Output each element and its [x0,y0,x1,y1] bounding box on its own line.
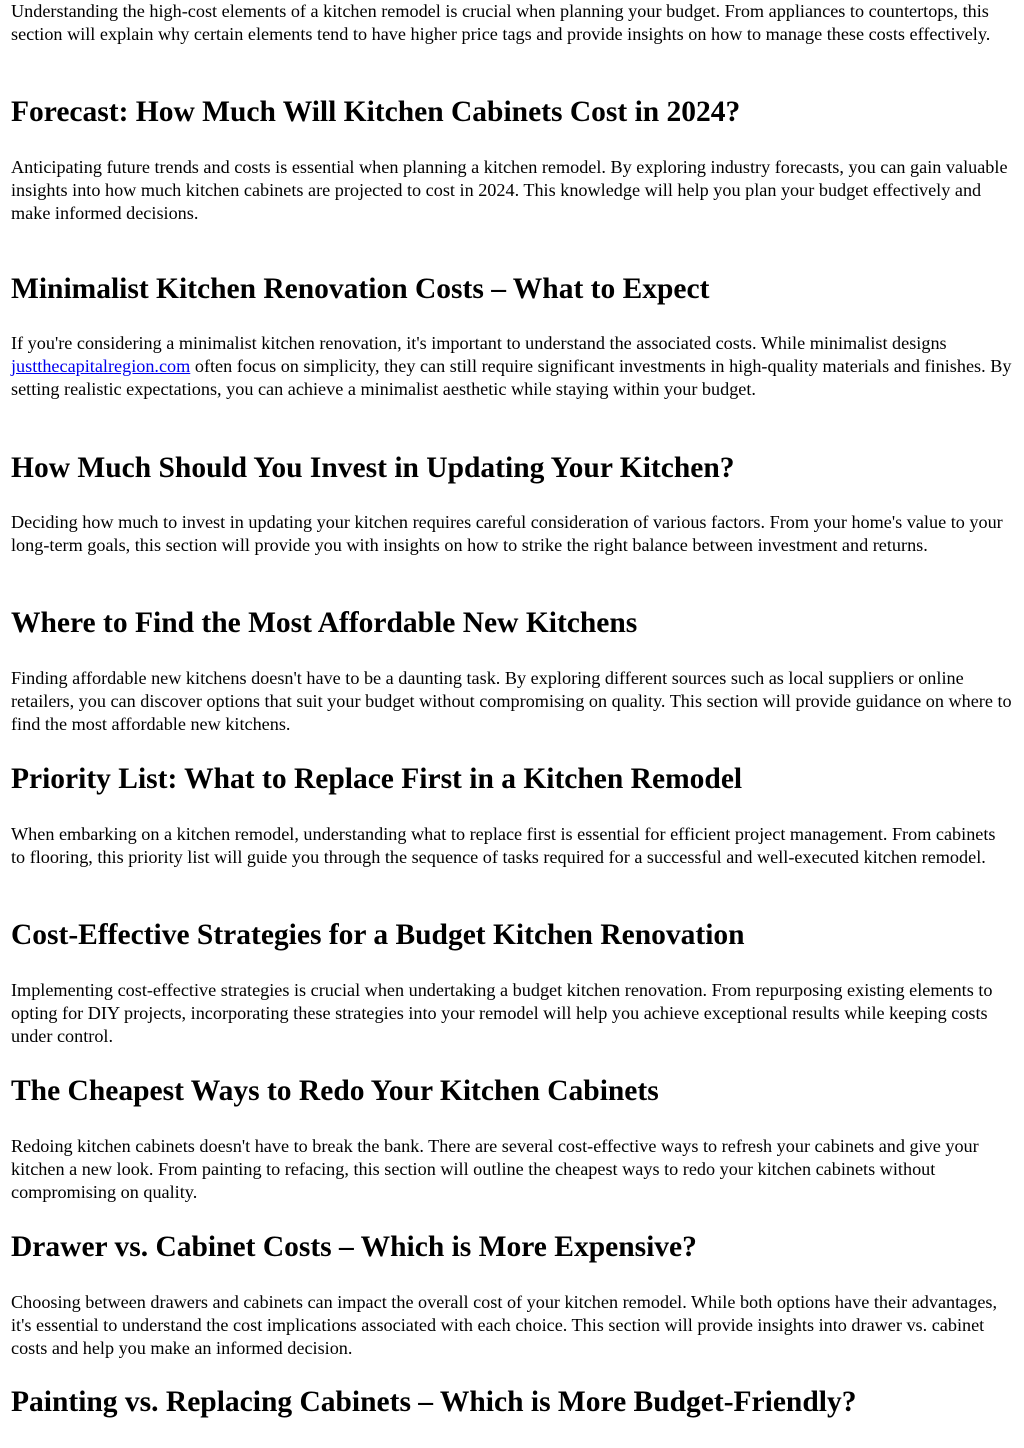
heading-painting-vs-replacing: Painting vs. Replacing Cabinets – Which is More Budget-Friendly? [11,1386,857,1418]
paragraph-cabinet-cost-forecast: Anticipating future trends and costs is essential when planning a kitchen remodel. By exploring industry forecasts, you can gain valuable insights into how much kitchen cabinets are projected to cost in 2024. This knowledge will help you plan your budget effectively and make informed decisions. [11,157,1008,223]
paragraph-priority-list: When embarking on a kitchen remodel, understanding what to replace first is essential for efficient project management. From cabinets to flooring, this priority list will guide you through the sequence of tasks required for a successful and well-executed kitchen remodel. [11,824,996,867]
paragraph-text-after-link: often focus on simplicity, they can still require significant investments in high-quality materials and finishes. By setting realistic expectations, you can achieve a minimalist aesthetic while staying within your budget. [11,356,1012,399]
heading-cost-effective-strategies: Cost-Effective Strategies for a Budget Kitchen Renovation [11,919,745,951]
paragraph-text-before-link: If you're considering a minimalist kitchen renovation, it's important to understand the associated costs. While minimalist designs [11,333,947,353]
intro-paragraph: Understanding the high-cost elements of a kitchen remodel is crucial when planning your budget. From appliances to countertops, this section will explain why certain elements tend to have higher price tags and provide insights on how to manage these costs effectively. [11,1,991,44]
heading-affordable-kitchens: Where to Find the Most Affordable New Kitchens [11,607,638,639]
paragraph-drawer-vs-cabinet: Choosing between drawers and cabinets can impact the overall cost of your kitchen remodel. While both options have their advantages, it's essential to understand the cost implications associated with each choice. This section will provide insights into drawer vs. cabinet costs and help you make an informed decision. [11,1292,998,1358]
heading-cheapest-ways: The Cheapest Ways to Redo Your Kitchen Cabinets [11,1075,659,1107]
justthecapitalregion-link[interactable]: justthecapitalregion.com [11,356,191,376]
paragraph-invest-updating: Deciding how much to invest in updating your kitchen requires careful consideration of various factors. From your home's value to your long-term goals, this section will provide you with insights on how to strike the right balance between investment and returns. [11,512,1003,555]
heading-drawer-vs-cabinet: Drawer vs. Cabinet Costs – Which is More Expensive? [11,1231,697,1263]
heading-invest-updating: How Much Should You Invest in Updating Your Kitchen? [11,452,735,484]
heading-cabinet-cost-forecast: Forecast: How Much Will Kitchen Cabinets Cost in 2024? [11,96,741,128]
paragraph-cost-effective-strategies: Implementing cost-effective strategies is crucial when undertaking a budget kitchen renovation. From repurposing existing elements to opting for DIY projects, incorporating these strategies into your remodel will help you achieve exceptional results while keeping costs under control. [11,980,993,1046]
paragraph-cheapest-ways: Redoing kitchen cabinets doesn't have to break the bank. There are several cost-effective ways to refresh your cabinets and give your kitchen a new look. From painting to refacing, this section will outline the cheapest ways to redo your kitchen cabinets without compromising on quality. [11,1136,979,1202]
paragraph-minimalist-renovation [11,332,1014,401]
heading-minimalist-renovation: Minimalist Kitchen Renovation Costs – What to Expect [11,273,710,305]
heading-priority-list: Priority List: What to Replace First in a Kitchen Remodel [11,763,743,795]
paragraph-affordable-kitchens: Finding affordable new kitchens doesn't have to be a daunting task. By exploring different sources such as local suppliers or online retailers, you can discover options that suit your budget without compromising on quality. This section will provide guidance on where to find the most affordable new kitchens. [11,668,1012,734]
